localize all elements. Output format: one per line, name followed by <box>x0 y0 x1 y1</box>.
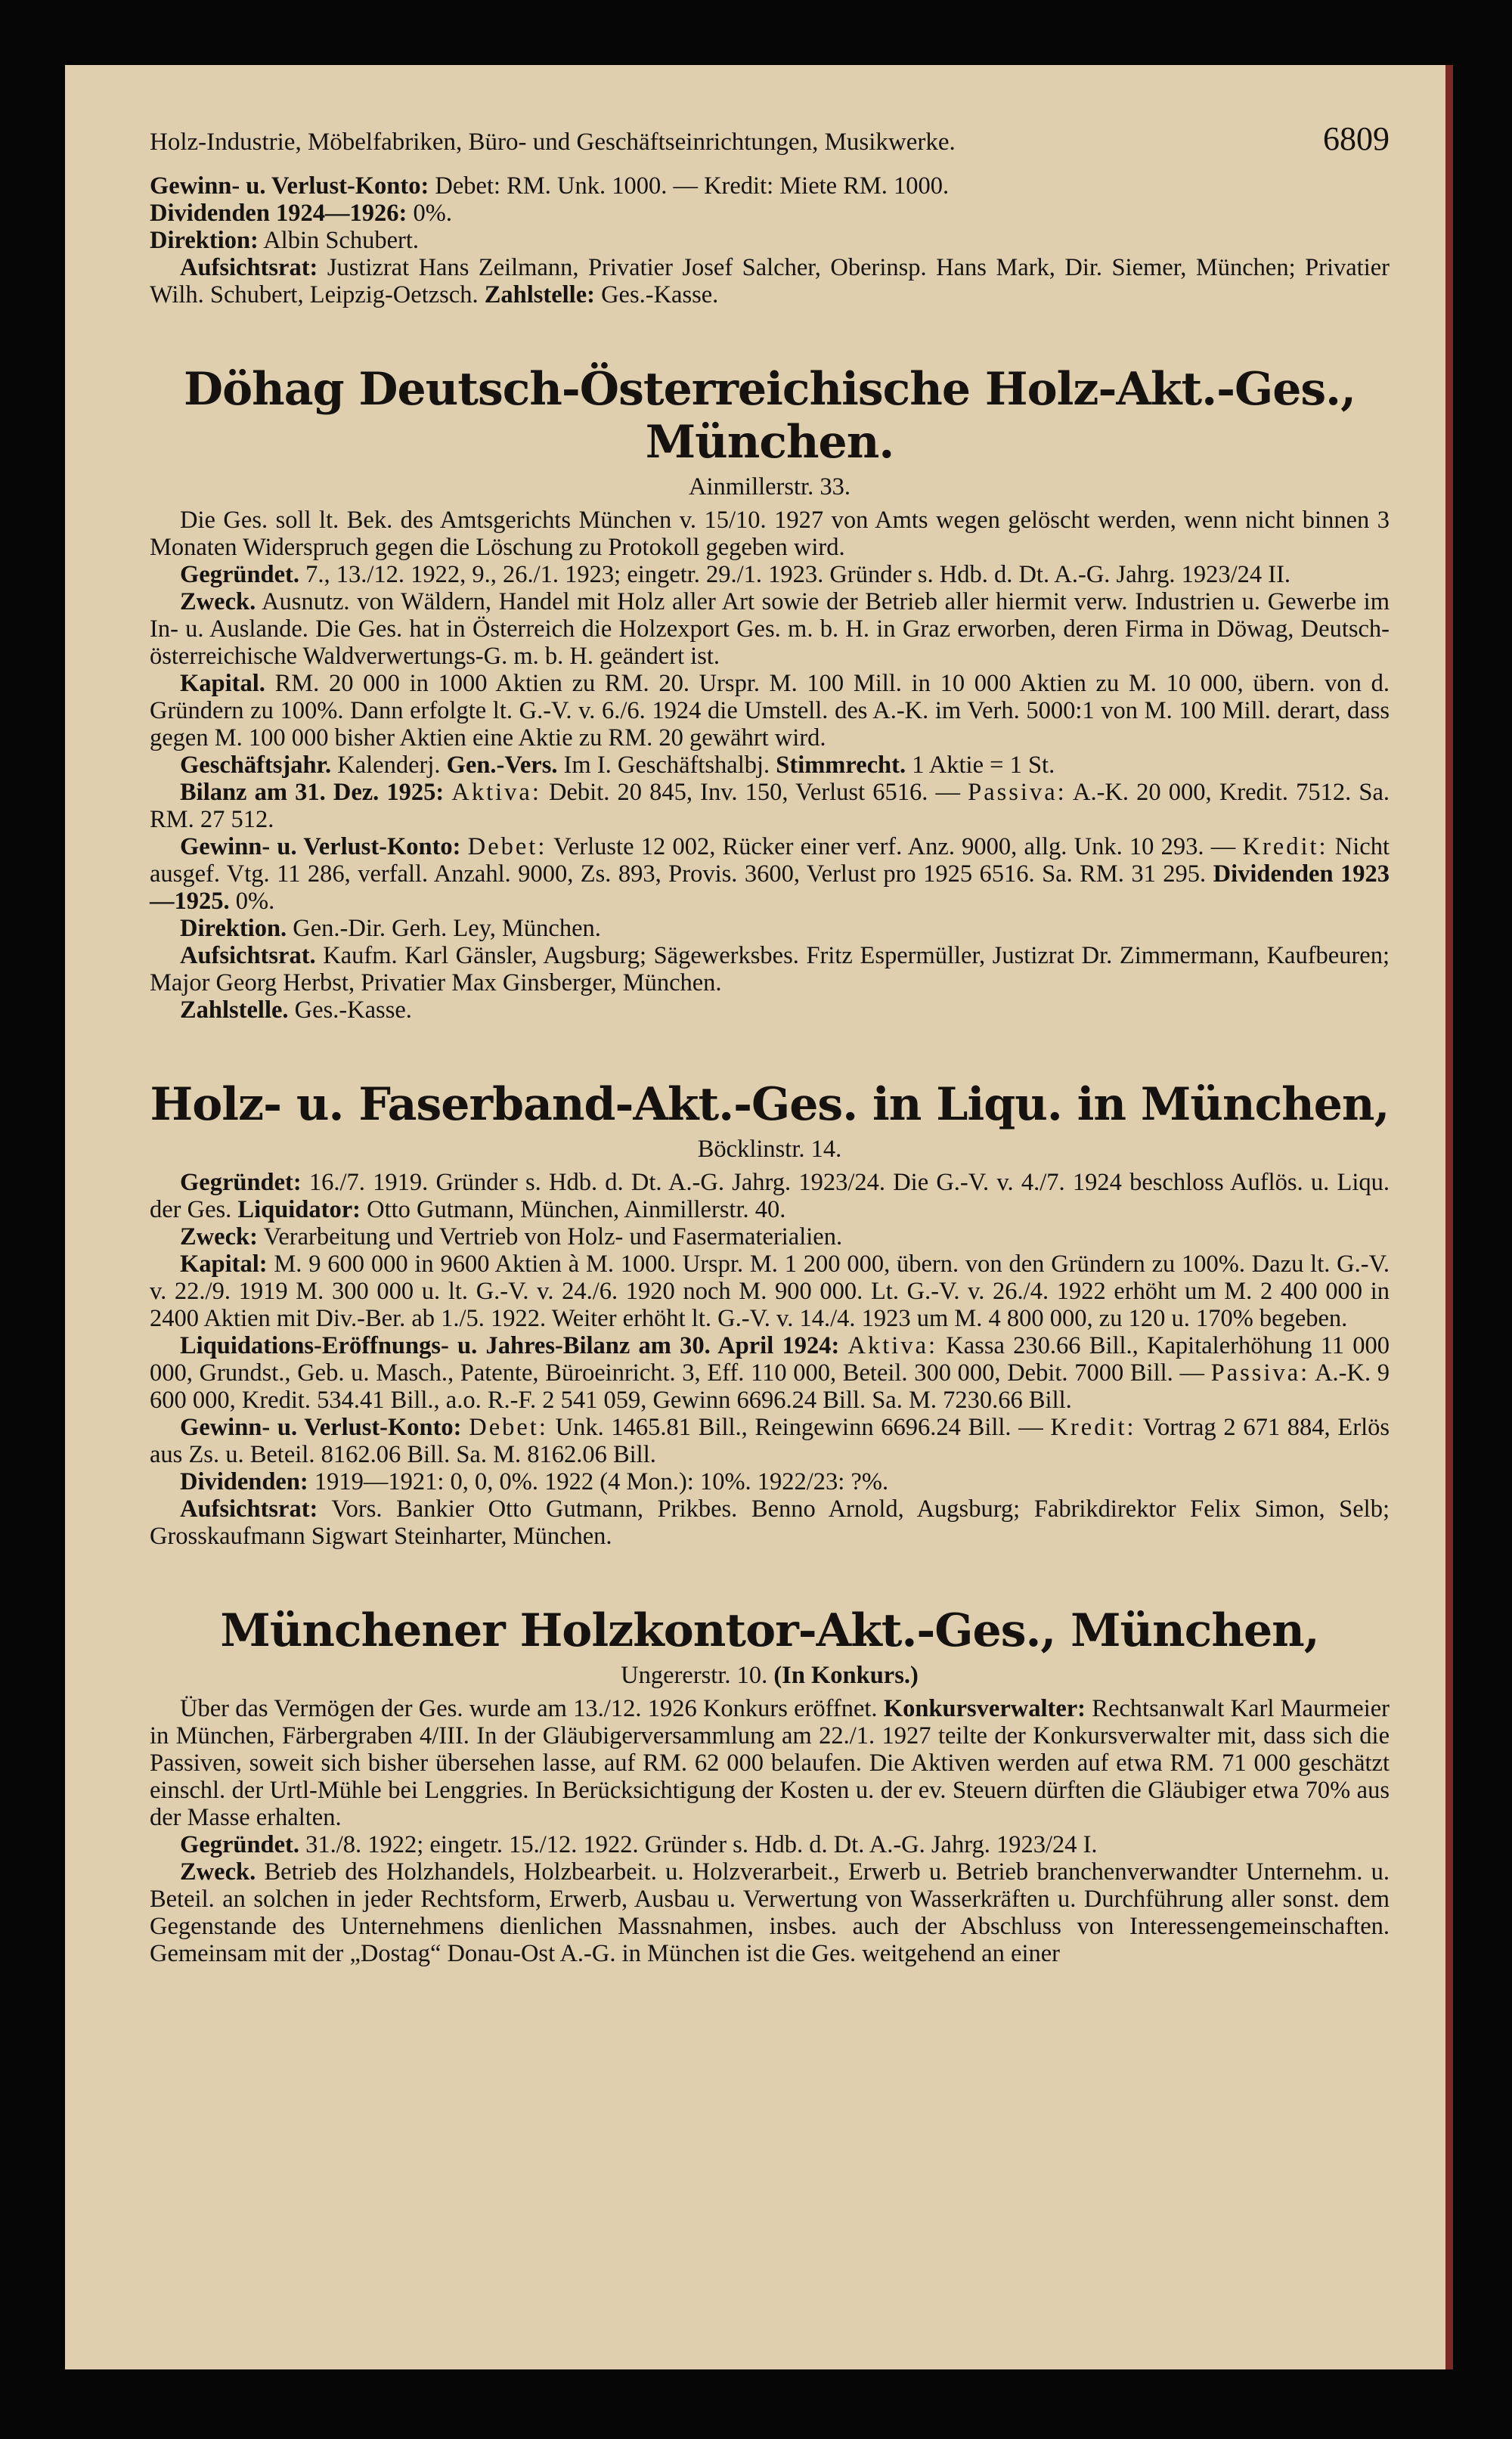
intro-gv-label: Gewinn- u. Verlust-Konto: <box>150 172 429 200</box>
doehag-gj-label: Geschäftsjahr. <box>180 752 332 779</box>
doehag-gvk-label: Gewinn- u. Verlust-Konto: <box>180 833 461 860</box>
faserband-liq-text: Otto Gutmann, München, Ainmillerstr. 40. <box>367 1196 786 1223</box>
doehag-gegr-label: Gegründet. <box>180 561 299 588</box>
doehag-geschaeftsjahr <box>150 752 1390 779</box>
doehag-stimm-text: 1 Aktie = 1 St. <box>912 752 1055 779</box>
doehag-gvk-debet: Debet: <box>467 833 547 860</box>
faserband-kap-label: Kapital: <box>180 1250 268 1278</box>
holzkontor-title: Münchener Holzkontor-Akt.-Ges., München, <box>220 1604 1319 1657</box>
faserband-liqbil-passiva: Passiva: <box>1210 1359 1310 1387</box>
faserband-div-label: Dividenden: <box>180 1468 308 1495</box>
faserband-liqbil-text-a: Kassa 230.66 Bill., Kapitalerhöhung 11 000 000, Grundst., Geb. u. Masch., Patente, Büroeinricht. 3, Eff. 110 000, Beteil. 300 000, Debit. 7000 Bill. — <box>150 1332 1390 1387</box>
doehag-zahlstelle <box>150 996 1390 1024</box>
faserband-liq-label: Liquidator: <box>237 1196 361 1223</box>
faserband-ar-text: Vors. Bankier Otto Gutmann, Prikbes. Benno Arnold, Augsburg; Fabrikdirektor Felix Simon, Selb; Grosskaufmann Sigwart Steinharter, München. <box>150 1495 1390 1550</box>
doehag-zweck-label: Zweck. <box>180 588 256 615</box>
doehag-gv-label: Gen.-Vers. <box>446 752 558 779</box>
doehag-dir-label: Direktion. <box>180 915 287 942</box>
faserband-liqbil-label: Liquidations-Eröffnungs- u. Jahres-Bilanz am 30. April 1924: <box>180 1332 840 1359</box>
doehag-gvk-text-a: Verluste 12 002, Rücker einer verf. Anz. 9000, allg. Unk. 10 293. — <box>553 833 1236 860</box>
doehag-zweck <box>150 588 1390 670</box>
faserband-zweck-label: Zweck: <box>180 1223 258 1250</box>
holzkontor-zweck-text: Betrieb des Holzhandels, Holzbearbeit. u. Holzverarbeit., Erwerb u. Betrieb branchenverwandter Unternehm. u. Beteil. an solchen in jeder Rechtsform, Erwerb, Ausbau u. Verwertung von Wasserkräften u. Durchführung aller sonst. dem Gegenstande des Unternehmens dienlichen Massnahmen, insbes. auch der Abschluss von Interessengemeinschaften. Gemeinsam mit der „Dostag“ Donau-Ost A.-G. in München ist die Ges. weitgehend an einer <box>150 1858 1390 1967</box>
faserband-zweck <box>150 1223 1390 1250</box>
doehag-bil-text-b: A.-K. 20 000, Kredit. 7512. Sa. RM. 27 512. <box>150 779 1390 833</box>
faserband-gegr-text: 16./7. 1919. Gründer s. Hdb. d. Dt. A.-G. Jahrg. 1923/24. Die G.-V. v. 4./7. 1924 beschloss Auflös. u. Liqu. der Ges. <box>150 1169 1390 1223</box>
intro-gv-line <box>150 172 1390 200</box>
intro-div-label: Dividenden 1924—1926: <box>150 200 407 227</box>
holzkontor-address: Ungererstr. 10. <box>621 1662 768 1689</box>
doehag-bil-aktiva: Aktiva: <box>451 779 541 806</box>
doehag-gvk-text-b: Nicht ausgef. Vtg. 11 286, verfall. Anzahl. 9000, Zs. 893, Provis. 3600, Verlust pro 1925 6516. Sa. RM. 31 295. <box>150 833 1390 888</box>
doehag-aufsichtsrat <box>150 942 1390 996</box>
intro-zahl-text: Ges.-Kasse. <box>601 281 719 308</box>
doehag-kapital <box>150 670 1390 752</box>
holzkontor-zweck <box>150 1858 1390 1967</box>
company-faserband <box>150 1078 1390 1550</box>
doehag-kap-label: Kapital. <box>180 670 265 697</box>
doehag-bil-label: Bilanz am 31. Dez. 1925: <box>180 779 445 806</box>
doehag-zahl-text: Ges.-Kasse. <box>294 996 412 1024</box>
doehag-loeschung: Die Ges. soll lt. Bek. des Amtsgerichts München v. 15/10. 1927 von Amts wegen gelöscht werden, wenn nicht binnen 3 Monaten Widerspruch gegen die Löschung zu Protokoll gegeben wird. <box>150 507 1390 561</box>
intro-ar-label: Aufsichtsrat: <box>180 254 318 281</box>
faserband-aufsichtsrat <box>150 1495 1390 1550</box>
doehag-gvk-kredit: Kredit: <box>1242 833 1328 860</box>
doehag-title: Döhag Deutsch-Österreichische Holz-Akt.-Ges., München. <box>184 363 1356 469</box>
faserband-ar-label: Aufsichtsrat: <box>180 1495 318 1523</box>
book-edge <box>1445 65 1453 2369</box>
doehag-kap-text: RM. 20 000 in 1000 Aktien zu RM. 20. Urspr. M. 100 Mill. in 10 000 Aktien zu M. 10 000, übern. von d. Gründern zu 100%. Dann erfolgte lt. G.-V. v. 6./6. 1924 die Umstell. des A.-K. im Verh. 5000:1 von M. 100 Mill. derart, dass gegen M. 100 000 bisher Aktien eine Aktie zu RM. 20 gewährt wird. <box>150 670 1390 752</box>
faserband-dividenden <box>150 1468 1390 1495</box>
faserband-liqbil-text-b: A.-K. 9 600 000, Kredit. 534.41 Bill., a.o. R.-F. 2 541 059, Gewinn 6696.24 Bill. Sa. M. 7230.66 Bill. <box>150 1359 1390 1414</box>
holzkontor-konkurs-para <box>150 1695 1390 1831</box>
intro-dir-text: Albin Schubert. <box>263 227 419 254</box>
intro-div-line <box>150 200 1390 227</box>
header-title: Holz-Industrie, Möbelfabriken, Büro- und Geschäftseinrichtungen, Musikwerke. <box>150 129 956 156</box>
doehag-gv-konto <box>150 833 1390 915</box>
faserband-liq-bilanz <box>150 1332 1390 1414</box>
doehag-gegruendet <box>150 561 1390 588</box>
holzkontor-gegr-label: Gegründet. <box>180 1831 299 1858</box>
running-header <box>150 120 1390 172</box>
faserband-gegr-label: Gegründet: <box>180 1169 302 1196</box>
holzkontor-konkurs: (In Konkurs.) <box>773 1662 919 1689</box>
faserband-div-text: 1919—1921: 0, 0, 0%. 1922 (4 Mon.): 10%. 1922/23: ?%. <box>314 1468 889 1495</box>
holzkontor-gegruendet <box>150 1831 1390 1858</box>
doehag-zahl-label: Zahlstelle. <box>180 996 289 1024</box>
faserband-kap-text: M. 9 600 000 in 9600 Aktien à M. 1000. Urspr. M. 1 200 000, übern. von den Gründern zu 100%. Dazu lt. G.-V. v. 22./9. 1919 M. 300 000 u. lt. G.-V. v. 24./6. 1920 noch M. 900 000. Lt. G.-V. v. 26./4. 1922 erhöht um M. 2 400 000 in 2400 Aktien mit Div.-Ber. ab 1./5. 1922. Weiter erhöht lt. G.-V. v. 14./4. 1923 um M. 4 800 000, zu 120 u. 170% begeben. <box>150 1250 1390 1332</box>
company-holzkontor <box>150 1604 1390 1967</box>
holzkontor-address-line <box>150 1662 1390 1689</box>
page <box>65 65 1445 2369</box>
doehag-div-text: 0%. <box>235 888 275 915</box>
faserband-zweck-text: Verarbeitung und Vertrieb von Holz- und Fasermaterialien. <box>263 1223 843 1250</box>
faserband-gvk-text-b: Vortrag 2 671 884, Erlös aus Zs. u. Beteil. 8162.06 Bill. Sa. M. 8162.06 Bill. <box>150 1414 1390 1468</box>
doehag-ar-text: Kaufm. Karl Gänsler, Augsburg; Sägewerksbes. Fritz Espermüller, Justizrat Dr. Zimmermann, Kaufbeuren; Major Georg Herbst, Privatier Max Ginsberger, München. <box>150 942 1390 996</box>
faserband-kapital <box>150 1250 1390 1332</box>
intro-ar-line <box>150 254 1390 308</box>
intro-gv-text: Debet: RM. Unk. 1000. — Kredit: Miete RM. 1000. <box>435 172 950 200</box>
faserband-gegruendet <box>150 1169 1390 1223</box>
faserband-liqbil-aktiva: Aktiva: <box>847 1332 938 1359</box>
doehag-gegr-text: 7., 13./12. 1922, 9., 26./1. 1923; eingetr. 29./1. 1923. Gründer s. Hdb. d. Dt. A.-G. Jahrg. 1923/24 II. <box>305 561 1291 588</box>
intro-zahl-label: Zahlstelle: <box>484 281 595 308</box>
doehag-bil-passiva: Passiva: <box>968 779 1067 806</box>
doehag-gj-text: Kalenderj. <box>337 752 441 779</box>
intro-dir-line <box>150 227 1390 254</box>
doehag-direktion <box>150 915 1390 942</box>
doehag-dir-text: Gen.-Dir. Gerh. Ley, München. <box>293 915 601 942</box>
intro-entry <box>150 172 1390 308</box>
doehag-div-label: Dividenden 1923—1925. <box>150 860 1390 915</box>
intro-ar-text: Justizrat Hans Zeilmann, Privatier Josef Salcher, Oberinsp. Hans Mark, Dir. Siemer, München; Privatier Wilh. Schubert, Leipzig-Oetzsch. <box>150 254 1390 308</box>
doehag-bilanz <box>150 779 1390 833</box>
faserband-gvk-label: Gewinn- u. Verlust-Konto: <box>180 1414 462 1441</box>
doehag-address: Ainmillerstr. 33. <box>689 473 850 501</box>
doehag-zweck-text: Ausnutz. von Wäldern, Handel mit Holz aller Art sowie der Betrieb aller hiermit verw. Industrien u. Gewerbe im In- u. Auslande. Die Ges. hat in Österreich die Holzexport Ges. m. b. H. in Graz erworben, deren Firma in Döwag, Deutsch-österreichische Waldverwertungs-G. m. b. H. geändert ist. <box>150 588 1390 670</box>
faserband-gvk-kredit: Kredit: <box>1050 1414 1136 1441</box>
page-content <box>150 120 1390 1967</box>
doehag-bil-text-a: Debit. 20 845, Inv. 150, Verlust 6516. — <box>549 779 960 806</box>
faserband-gvk-debet: Debet: <box>469 1414 548 1441</box>
holzkontor-p1-a: Über das Vermögen der Ges. wurde am 13./12. 1926 Konkurs eröffnet. <box>180 1695 878 1722</box>
holzkontor-p1-b: Rechtsanwalt Karl Maurmeier in München, Färbergraben 4/III. In der Gläubigerversammlung am 22./1. 1927 teilte der Konkursverwalter mit, dass sich die Passiven, soweit sich bisher übersehen lasse, auf RM. 62 000 belaufen. Die Aktiven werden auf etwa RM. 71 000 geschätzt einschl. der Urtl-Mühle bei Lenggries. In Berücksichtigung der Kosten u. der ev. Steuern dürften die Gläubiger etwa 70% aus der Masse erhalten. <box>150 1695 1390 1831</box>
faserband-gvk-text-a: Unk. 1465.81 Bill., Reingewinn 6696.24 Bill. — <box>555 1414 1043 1441</box>
page-number: 6809 <box>1323 120 1390 157</box>
doehag-stimm-label: Stimmrecht. <box>776 752 906 779</box>
doehag-gv-text: Im I. Geschäftshalbj. <box>563 752 770 779</box>
holzkontor-zweck-label: Zweck. <box>180 1858 256 1886</box>
holzkontor-gegr-text: 31./8. 1922; eingetr. 15./12. 1922. Gründer s. Hdb. d. Dt. A.-G. Jahrg. 1923/24 I. <box>305 1831 1098 1858</box>
holzkontor-kv-label: Konkursverwalter: <box>883 1695 1086 1722</box>
faserband-address: Böcklinstr. 14. <box>697 1136 842 1163</box>
company-doehag <box>150 363 1390 1024</box>
faserband-gv-konto <box>150 1414 1390 1468</box>
intro-dir-label: Direktion: <box>150 227 259 254</box>
doehag-ar-label: Aufsichtsrat. <box>180 942 316 969</box>
intro-div-text: 0%. <box>413 200 452 227</box>
faserband-title: Holz- u. Faserband-Akt.-Ges. in Liqu. in München, <box>150 1078 1390 1131</box>
